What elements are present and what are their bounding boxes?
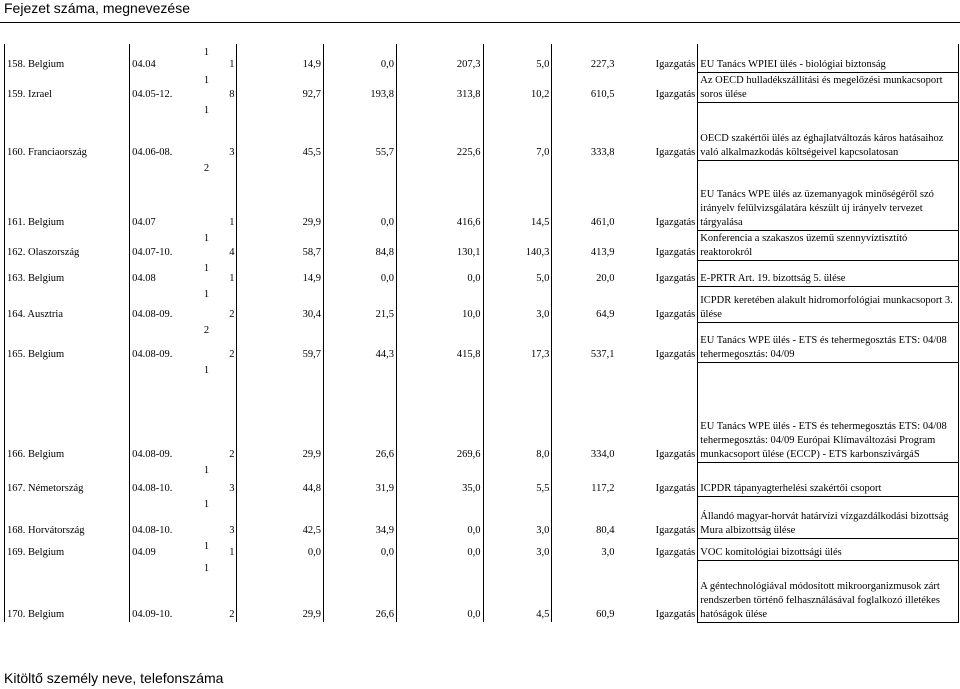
row-value-3: 130,1 — [396, 230, 483, 260]
row-value-total: 64,9 — [552, 286, 617, 322]
row-value-3: 313,8 — [396, 72, 483, 102]
row-value-2: 0,0 — [324, 44, 397, 72]
row-participants — [177, 102, 237, 160]
row-value-4: 5,5 — [483, 462, 552, 496]
row-status: Igazgatás — [655, 547, 696, 558]
row-status: Igazgatás — [655, 483, 696, 494]
table-row — [5, 362, 959, 462]
table-row — [5, 496, 959, 538]
row-value-total: 20,0 — [552, 260, 617, 286]
row-value-2: 0,0 — [324, 260, 397, 286]
row-count: 2 — [203, 163, 210, 174]
row-participants — [177, 72, 237, 102]
row-participants-value: 1 — [229, 217, 235, 228]
row-participants-value: 4 — [229, 247, 235, 258]
table-row — [5, 560, 959, 622]
row-participants-value: 2 — [229, 349, 235, 360]
row-count: 1 — [203, 563, 210, 574]
row-status: Igazgatás — [655, 247, 696, 258]
row-status: Igazgatás — [655, 273, 696, 284]
row-date: 04.09-10. — [130, 560, 177, 622]
row-participants-value: 8 — [229, 89, 235, 100]
row-date: 04.08-09. — [130, 322, 177, 362]
row-date: 04.06-08. — [130, 102, 177, 160]
row-count: 1 — [203, 541, 210, 552]
row-status: Igazgatás — [655, 349, 696, 360]
row-count: 1 — [203, 289, 210, 300]
row-participants — [177, 286, 237, 322]
table-row — [5, 260, 959, 286]
row-value-3: 225,6 — [396, 102, 483, 160]
row-value-4: 14,5 — [483, 160, 552, 230]
footer-label: Kitöltő személy neve, telefonszáma — [4, 670, 224, 686]
row-value-4: 140,3 — [483, 230, 552, 260]
row-count: 1 — [203, 233, 210, 244]
row-date: 04.08-10. — [130, 462, 177, 496]
row-count: 1 — [203, 499, 210, 510]
row-name: 162. Olaszország — [5, 230, 130, 260]
row-count: 1 — [203, 105, 210, 116]
row-value-1: 14,9 — [237, 260, 324, 286]
row-status: Igazgatás — [655, 609, 696, 620]
row-status: Igazgatás — [655, 525, 696, 536]
row-participants-value: 3 — [229, 483, 235, 494]
row-name: 160. Franciaország — [5, 102, 130, 160]
row-name: 167. Németország — [5, 462, 130, 496]
row-description: ICPDR tápanyagterhelési szakértői csoport — [698, 462, 959, 496]
row-value-2: 26,6 — [324, 362, 397, 462]
row-participants — [177, 322, 237, 362]
row-participants — [177, 496, 237, 538]
row-description: E-PRTR Art. 19. bizottság 5. ülése — [698, 260, 959, 286]
row-value-2: 26,6 — [324, 560, 397, 622]
row-value-total: 537,1 — [552, 322, 617, 362]
table-row — [5, 286, 959, 322]
row-value-4: 3,0 — [483, 286, 552, 322]
row-date: 04.04 — [130, 44, 177, 72]
row-value-1: 92,7 — [237, 72, 324, 102]
row-status: Igazgatás — [655, 89, 696, 100]
row-date: 04.08-10. — [130, 496, 177, 538]
row-participants-value: 3 — [229, 147, 235, 158]
row-count: 2 — [203, 325, 210, 336]
row-value-2: 0,0 — [324, 160, 397, 230]
row-value-total: 413,9 — [552, 230, 617, 260]
row-value-3: 0,0 — [396, 538, 483, 560]
row-value-3: 0,0 — [396, 496, 483, 538]
row-value-total: 610,5 — [552, 72, 617, 102]
row-value-4: 17,3 — [483, 322, 552, 362]
row-description: EU Tanács WPE ülés - ETS és tehermegosztás ETS: 04/08 tehermegosztás: 04/09 — [698, 322, 959, 362]
row-status: Igazgatás — [655, 59, 696, 70]
row-date: 04.08-09. — [130, 286, 177, 322]
row-value-3: 35,0 — [396, 462, 483, 496]
row-value-3: 0,0 — [396, 560, 483, 622]
table-row — [5, 538, 959, 560]
row-status: Igazgatás — [655, 217, 696, 228]
row-description: Konferencia a szakaszos üzemű szennyvíztisztító reaktorokról — [698, 230, 959, 260]
row-value-2: 21,5 — [324, 286, 397, 322]
row-count: 1 — [203, 365, 210, 376]
row-name: 165. Belgium — [5, 322, 130, 362]
row-value-2: 34,9 — [324, 496, 397, 538]
row-value-2: 193,8 — [324, 72, 397, 102]
row-name: 169. Belgium — [5, 538, 130, 560]
row-participants-value: 2 — [229, 609, 235, 620]
row-name: 163. Belgium — [5, 260, 130, 286]
row-name: 168. Horvátország — [5, 496, 130, 538]
row-participants — [177, 260, 237, 286]
row-participants-value: 2 — [229, 309, 235, 320]
table-row — [5, 230, 959, 260]
row-name: 158. Belgium — [5, 44, 130, 72]
row-participants — [177, 462, 237, 496]
row-value-4: 4,5 — [483, 560, 552, 622]
row-value-2: 44,3 — [324, 322, 397, 362]
row-description: EU Tanács WPE ülés - ETS és tehermegosztás ETS: 04/08 tehermegosztás: 04/09 Európai Klímaváltozási Program munkacsoport ülése (ECCP) - ETS karbonszivárgáS — [698, 362, 959, 462]
row-participants — [177, 160, 237, 230]
table-row — [5, 102, 959, 160]
row-count: 1 — [203, 47, 210, 58]
row-value-4: 3,0 — [483, 496, 552, 538]
row-value-2: 55,7 — [324, 102, 397, 160]
row-date: 04.08 — [130, 260, 177, 286]
row-count: 1 — [203, 465, 210, 476]
row-participants — [177, 560, 237, 622]
row-value-4: 10,2 — [483, 72, 552, 102]
table-row — [5, 72, 959, 102]
row-date: 04.09 — [130, 538, 177, 560]
row-count: 1 — [203, 75, 210, 86]
row-value-1: 58,7 — [237, 230, 324, 260]
row-description: Állandó magyar-horvát határvízi vízgazdálkodási bizottság Mura albizottság ülése — [698, 496, 959, 538]
row-value-total: 80,4 — [552, 496, 617, 538]
table-row — [5, 462, 959, 496]
row-value-total: 227,3 — [552, 44, 617, 72]
row-date: 04.07 — [130, 160, 177, 230]
row-participants — [177, 44, 237, 72]
row-name: 159. Izrael — [5, 72, 130, 102]
trip-table — [4, 44, 959, 623]
row-description: EU Tanács WPIEI ülés - biológiai biztonság — [698, 44, 959, 72]
row-value-3: 0,0 — [396, 260, 483, 286]
row-value-1: 44,8 — [237, 462, 324, 496]
row-participants — [177, 230, 237, 260]
row-value-3: 416,6 — [396, 160, 483, 230]
row-value-3: 10,0 — [396, 286, 483, 322]
row-value-2: 84,8 — [324, 230, 397, 260]
row-participants-value: 2 — [229, 449, 235, 460]
row-value-4: 5,0 — [483, 260, 552, 286]
table-row — [5, 44, 959, 72]
row-date: 04.07-10. — [130, 230, 177, 260]
row-value-total: 117,2 — [552, 462, 617, 496]
row-value-total: 334,0 — [552, 362, 617, 462]
row-value-4: 3,0 — [483, 538, 552, 560]
row-value-1: 29,9 — [237, 362, 324, 462]
row-value-4: 5,0 — [483, 44, 552, 72]
row-name: 164. Ausztria — [5, 286, 130, 322]
row-value-4: 7,0 — [483, 102, 552, 160]
row-name: 170. Belgium — [5, 560, 130, 622]
row-value-1: 59,7 — [237, 322, 324, 362]
row-value-1: 42,5 — [237, 496, 324, 538]
row-participants-value: 1 — [229, 547, 235, 558]
row-status: Igazgatás — [655, 309, 696, 320]
row-participants — [177, 538, 237, 560]
row-value-3: 207,3 — [396, 44, 483, 72]
row-value-1: 30,4 — [237, 286, 324, 322]
row-description: ICPDR keretében alakult hidromorfológiai munkacsoport 3. ülése — [698, 286, 959, 322]
row-participants — [177, 362, 237, 462]
row-value-4: 8,0 — [483, 362, 552, 462]
table-body — [5, 44, 959, 622]
row-description: A géntechnológiával módosított mikroorganizmusok zárt rendszerben történő felhasználásával foglalkozó illetékes hatóságok ülése — [698, 560, 959, 622]
row-count: 1 — [203, 263, 210, 274]
row-description: OECD szakértői ülés az éghajlatváltozás káros hatásaihoz való alkalmazkodás költségeivel kapcsolatosan — [698, 102, 959, 160]
row-participants-value: 1 — [229, 273, 235, 284]
title-divider — [0, 22, 960, 23]
row-name: 161. Belgium — [5, 160, 130, 230]
row-description: Az OECD hulladékszállítási és megelőzési munkacsoport soros ülése — [698, 72, 959, 102]
row-description: EU Tanács WPE ülés az üzemanyagok minőségéről szó irányelv felülvizsgálatára készült új irányelv tervezet tárgyalása — [698, 160, 959, 230]
row-status: Igazgatás — [655, 147, 696, 158]
row-value-1: 14,9 — [237, 44, 324, 72]
row-value-1: 45,5 — [237, 102, 324, 160]
row-value-3: 269,6 — [396, 362, 483, 462]
row-description: VOC komitológiai bizottsági ülés — [698, 538, 959, 560]
row-value-3: 415,8 — [396, 322, 483, 362]
row-date: 04.05-12. — [130, 72, 177, 102]
row-value-total: 60,9 — [552, 560, 617, 622]
row-value-1: 0,0 — [237, 538, 324, 560]
table-row — [5, 160, 959, 230]
row-participants-value: 3 — [229, 525, 235, 536]
row-value-2: 0,0 — [324, 538, 397, 560]
row-participants-value: 1 — [229, 59, 235, 70]
row-value-1: 29,9 — [237, 560, 324, 622]
table-row — [5, 322, 959, 362]
page-title: Fejezet száma, megnevezése — [4, 0, 190, 16]
row-value-total: 461,0 — [552, 160, 617, 230]
row-status: Igazgatás — [655, 449, 696, 460]
row-name: 166. Belgium — [5, 362, 130, 462]
row-value-total: 3,0 — [552, 538, 617, 560]
row-date: 04.08-09. — [130, 362, 177, 462]
row-value-1: 29,9 — [237, 160, 324, 230]
trip-table-wrapper — [4, 44, 959, 623]
row-value-2: 31,9 — [324, 462, 397, 496]
row-value-total: 333,8 — [552, 102, 617, 160]
